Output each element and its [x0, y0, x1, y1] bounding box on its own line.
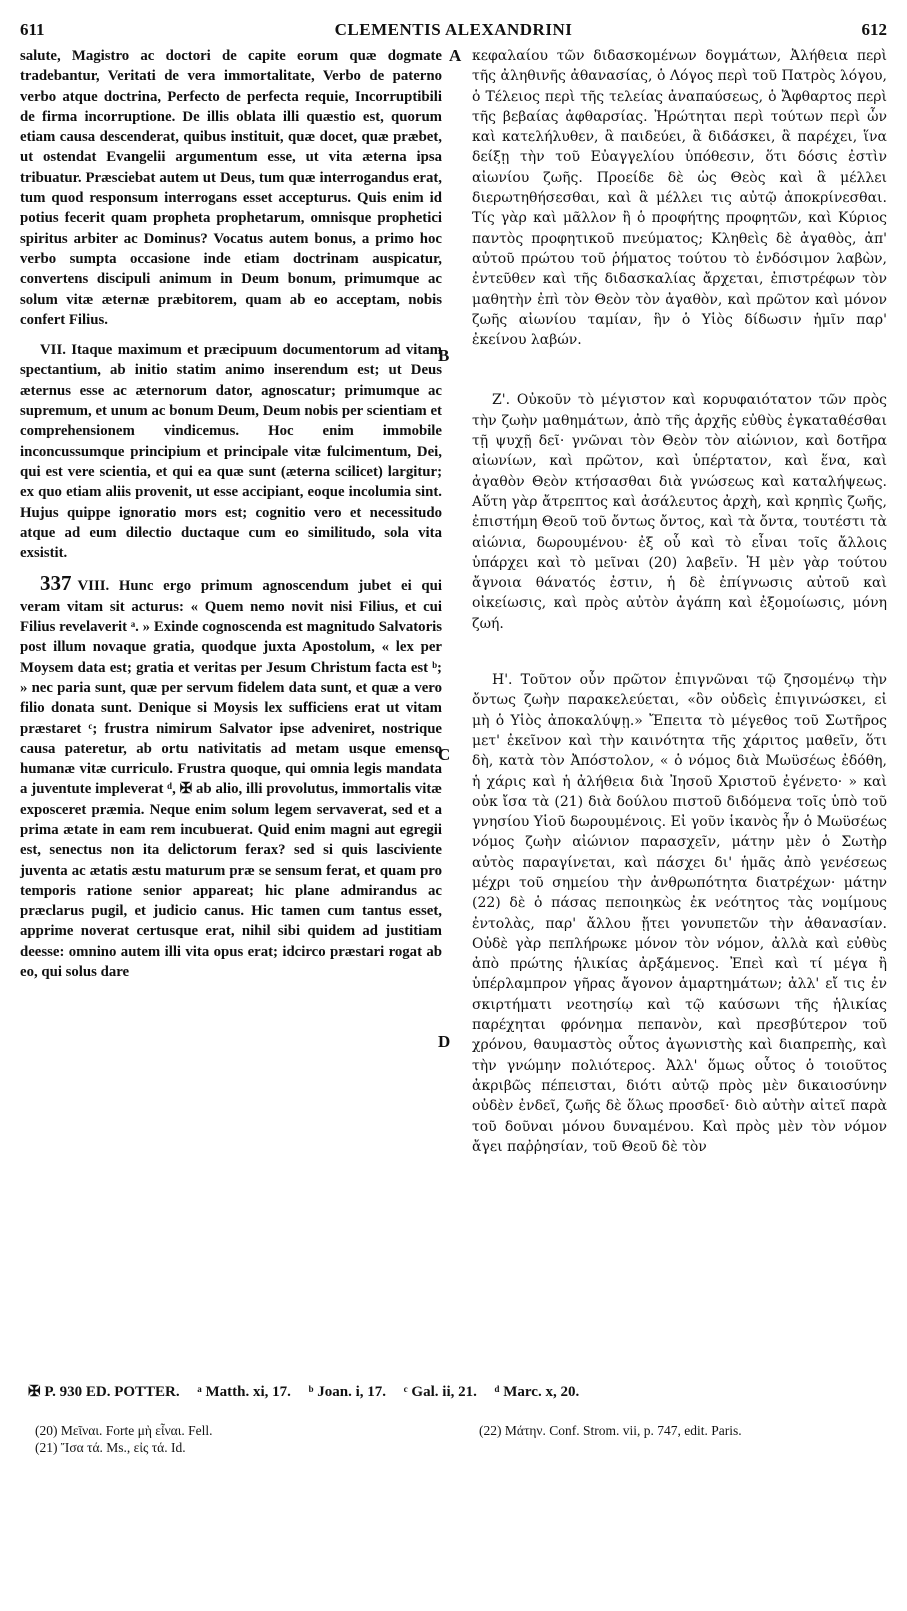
latin-column — [20, 46, 442, 982]
margin-number: 337 — [40, 571, 72, 596]
margin-letter-b: B — [438, 346, 450, 365]
margin-letter-c: C — [438, 745, 451, 764]
greek-column — [472, 46, 887, 1157]
latin-paragraph-3-text: VIII. Hunc ergo primum agnoscendum jubet ei qui veram vitam sit acturus: « Quem nemo novit nisi Filius, et cui Filius revelaverit ᵃ. » Exinde cognoscenda est magnitudo Salvatoris post illum novaque gratia, quodque juxta Apostolum, « lex per Moysem data est; gratia et veritas per Jesum Christum facta est ᵇ; » nec paria sunt, quæ per servum fidelem data sunt, et quæ a vero filio donata sunt. Denique si Moysis lex sufficiens erat ut vitam præstaret ᶜ; frustra nimirum Salvator ipse adveniret, nostrique causa pateretur, ab ortu nativitatis ad metam usque emenso humanæ vitæ curriculo. Frustra quoque, qui omnia legis mandata a juventute impleverat ᵈ, ✠ ab alio, illi provolutus, immortalis vitæ exposceret præmia. Neque enim solum legem servaverat, sed et a prima ætate in eam rem incubuerat. Quid enim magni aut egregii est, senectus non ita delictorum ferax? sed si quis lasciviente juventa ac ætatis æstu maturum præ se sensum ferat, et quam pro temporis ratione senior appareat; hic plane admirandus ac præclarus pugil, et judicio canus. Hic tamen cum tantus esset, apprime noverat certusque erat, nihil sibi quidem ad justitiam deesse: omnino autem illi vita opus erat; idcirco præstari rogat ab eo, qui solus dare — [20, 578, 442, 981]
margin-letter-d: D — [438, 1032, 451, 1051]
note-22: (22) Μάτην. Conf. Strom. vii, p. 747, edit. Paris. — [479, 1423, 742, 1438]
footnote-b: ᵇ Joan. i, 17. — [308, 1384, 387, 1400]
note-21: (21) Ἴσα τά. Ms., εἰς τά. Id. — [35, 1440, 186, 1455]
latin-paragraph-2: VII. Itaque maximum et præcipuum documentorum ad vitam spectantium, ab initio statim animo inserendum est; ut Deus æternus esse ac æternorum dator, agnoscatur; primumque ac supremum, et unum ac bonum Deum, Deum nobis per scientiam et comprehensionem vindicemus. Hoc enim immobile inconcussumque principium et principale vitæ fulcimentum, Dei, qui est vere scientia, et qui ea quæ sunt (æterna scilicet) largitur; ex quo etiam aliis provenit, ut esse accipiant, eoque incolumia sint. Hujus quippe ignoratio mors est; cognitio vero et necessitudo atque ad eum dilectio ductaque cum eo similitudo, sola vita exsistit. — [20, 342, 442, 562]
footnote-d: ᵈ Marc. x, 20. — [494, 1384, 580, 1400]
critical-notes-right — [479, 1422, 884, 1439]
footnote-c: ᶜ Gal. ii, 21. — [403, 1384, 477, 1400]
reference-footnotes — [28, 1382, 887, 1401]
latin-paragraph-3 — [20, 573, 442, 982]
page-number-left: 611 — [20, 20, 45, 39]
greek-paragraph-2: Ζ'. Οὐκοῦν τὸ μέγιστον καὶ κορυφαιότατον τῶν πρὸς τὴν ζωὴν μαθημάτων, ἀπὸ τῆς ἀρχῆς εὐθὺς ἐγκαταθέσθαι τῇ ψυχῇ δεῖ· γνῶναι τὸν Θεὸν τὸν αἰώνιον, καὶ δοτῆρα αἰωνίων, καὶ πρῶτον, καὶ ὑπέρτατον, καὶ ἕνα, καὶ ἀγαθὸν Θεὸν κτήσασθαι διὰ γνώσεως καὶ καταλήψεως. Αὕτη γὰρ ἄτρεπτος καὶ ἀσάλευτος ἀρχὴ, καὶ κρηπὶς ζωῆς, ἐπιστήμη Θεοῦ τοῦ ὄντως ὄντος, καὶ τὰ ὄντα, τουτέστι τὰ αἰώνια, δωρουμένου· ἐξ οὗ καὶ τὸ εἶναι τοῖς ἄλλοις ὑπάρχει καὶ τὸ μεῖναι (20) λαβεῖν. Ἡ μὲν γὰρ τούτου ἄγνοια θάνατός ἐστιν, ἡ δὲ ἐπίγνωσις αὐτοῦ καὶ οἰκείωσις, καὶ πρὸς αὐτὸν ἀγάπη καὶ ἐξομοίωσις, μόνη ζωή. — [472, 392, 887, 632]
margin-letter-a: A — [449, 46, 462, 65]
greek-paragraph-1: κεφαλαίου τῶν διδασκομένων δογμάτων, Ἀλήθεια περὶ τῆς ἀληθινῆς ἀθανασίας, ὁ Λόγος περὶ τοῦ Πατρὸς λόγου, ὁ Τέλειος περὶ τῆς τελείας ἀναπαύσεως, ὁ Ἄφθαρτος περὶ τῆς βεβαίας ἀφθαρσίας. Ἠρώτηται περὶ τούτων περὶ ὧν καὶ κατελήλυθεν, ἃ παιδεύει, ἃ διδάσκει, ἃ παρέχει, ἵνα δείξῃ τὴν τοῦ Εὐαγγελίου ὑπόθεσιν, ὅτι δόσις ἐστὶν αἰωνίου ζωῆς. Προείδε δὲ ὡς Θεὸς καὶ ἃ μέλλει διερωτηθήσεσθαι, καὶ ἃ μέλλει τις αὐτῷ ἀποκρίνεσθαι. Τίς γὰρ καὶ μᾶλλον ἢ ὁ προφήτης προφητῶν, καὶ Κύριος παντὸς προφητικοῦ πνεύματος; Κληθεὶς δὲ ἀγαθὸς, ἀπ' αὐτοῦ πρώτου τοῦ ῥήματος τούτου τὸ ἐνδόσιμον λαβὼν, ἐντεῦθεν καὶ τῆς διδασκαλίας ἄρχεται, ἐπιστρέφων τὸν μαθητὴν ἐπὶ τὸν Θεὸν τὸν ἀγαθὸν, καὶ πρῶτον καὶ μόνον ζωῆς αἰωνίου ταμίαν, ἣν ὁ Υἱὸς δίδωσιν ἡμῖν παρ' ἐκείνου λαβών. — [472, 48, 887, 349]
footnote-potter: ✠ P. 930 ED. POTTER. — [28, 1384, 180, 1400]
greek-paragraph-3: Η'. Τοῦτον οὖν πρῶτον ἐπιγνῶναι τῷ ζησομένῳ τὴν ὄντως ζωὴν παρακελεύεται, «ὃν οὐδεὶς ἐπιγινώσκει, εἰ μὴ ὁ Υἱὸς ἀποκαλύψῃ.» Ἔπειτα τὸ μέγεθος τοῦ Σωτῆρος μετ' ἐκεῖνον καὶ τὴν καινότητα τῆς χάριτος μαθεῖν, ὅτι δὴ, κατὰ τὸν Ἀπόστολον, « ὁ νόμος διὰ Μωϋσέως ἐδόθη, ἡ χάρις καὶ ἡ ἀλήθεια διὰ Ἰησοῦ Χριστοῦ ἐγένετο· » καὶ οὐκ ἴσα τὰ (21) διὰ δούλου πιστοῦ διδόμενα τοῖς ὑπὸ τοῦ γνησίου Υἱοῦ δωρουμένοις. Εἰ γοῦν ἱκανὸς ἦν ὁ Μωϋσέως νόμος ζωὴν αἰώνιον παρασχεῖν, μάτην μὲν ὁ Σωτὴρ αὐτὸς παραγίνεται, καὶ πάσχει δι' ἡμᾶς ἀπὸ γενέσεως μέχρι τοῦ σημείου τὴν ἀνθρωπότητα διατρέχων· μάτην (22) δὲ ὁ πάσας πεποιηκὼς ἐκ νεότητος τὰς νομίμους ἐντολὰς, παρ' ἄλλου ᾔτει γονυπετῶν τὴν ἀθανασίαν. Οὐδὲ γὰρ πεπλήρωκε μόνον τὸν νόμον, ἀλλὰ καὶ εὐθὺς ἀπὸ πρώτης ἡλικίας ἀρξάμενος. Ἐπεὶ καὶ τί μέγα ἢ ὑπέρλαμπρον γῆρας ἄγονον ἁμαρτημάτων; ἀλλ' εἴ τις ἐν σκιρτήματι νεοτησίῳ καὶ τῷ καύσωνι τῆς ἡλικίας παρέχηται φρόνημα πεπανὸν, καὶ πρεσβύτερον τοῦ χρόνου, θαυμαστὸς οὗτος ἀγωνιστὴς καὶ διαπρεπὴς, καὶ τὴν γνώμην πολιότερος. Ἀλλ' ὅμως οὗτος ὁ τοιοῦτος ἀκριβῶς πέπεισται, διότι αὐτῷ πρὸς μὲν δικαιοσύνην οὐδὲν ἐνδεῖ, ζωῆς δὲ ὅλως προσδεῖ· διὸ αὐτὴν αἰτεῖ παρὰ τοῦ δοῦναι μόνου δυναμένου. Καὶ πρὸς μὲν τὸν νόμον ἄγει παῤῥησίαν, τοῦ Θεοῦ δὲ τὸν — [472, 672, 887, 1155]
running-title: CLEMENTIS ALEXANDRINI — [334, 20, 573, 39]
note-20: (20) Μεῖναι. Forte μὴ εἶναι. Fell. — [35, 1423, 213, 1438]
page-header — [20, 20, 887, 44]
page-number-right: 612 — [861, 20, 887, 39]
critical-notes-left — [35, 1422, 435, 1456]
latin-paragraph-1: salute, Magistro ac doctori de capite eorum quæ dogmate tradebantur, Veritati de vera immortalitate, Verbo de paterno verbo atque doctrina, Perfecto de perfecta requie, Incorruptibili de firma incorruptione. De illis oblata illi quæstio est, quorum etiam causa descenderat, quibus instituit, quæ docet, quæ præbet, ut ostendat Evangelii argumentum esse, ut vita æterna ipsa tribuatur. Præsciebat autem ut Deus, tum quæ interrogandus erat, tum quod responsum interrogans esset accepturus. Quis enim id potius fecerit quam propheta prophetarum, omnisque prophetici spiritus arbiter ac Dominus? Vocatus autem bonus, a primo hoc verbo sumpta occasione inde etiam doctrinam auspicatur, convertens discipuli animum in Deum bonum, primumque ac solum vitæ æternæ præbitorem, quam ab eo acceptam, nobis confert Filius. — [20, 48, 442, 328]
footnote-a: ᵃ Matth. xi, 17. — [197, 1384, 291, 1400]
